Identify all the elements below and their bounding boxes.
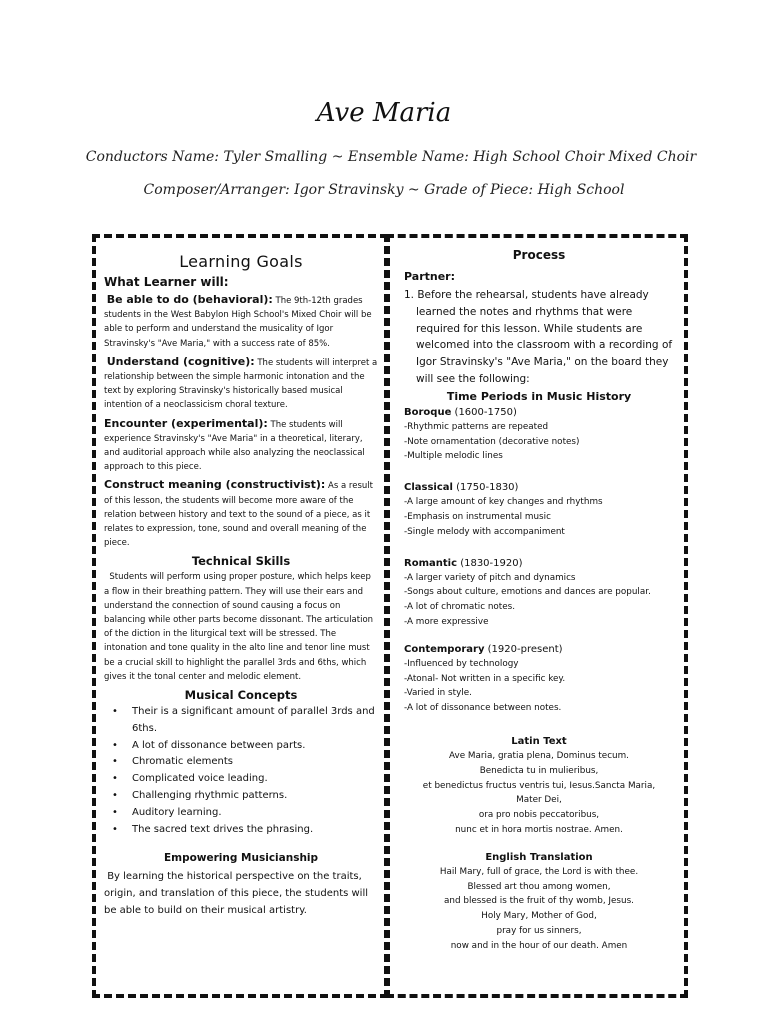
process-heading: Process bbox=[512, 248, 566, 262]
latin-text-heading: Latin Text bbox=[511, 735, 567, 747]
technical-skills-text bbox=[104, 570, 378, 684]
era-romantic bbox=[404, 556, 674, 630]
english-translation-heading: English Translation bbox=[485, 851, 593, 863]
era-contemporary bbox=[404, 642, 674, 716]
list-item: • Their is a significant amount of parallel 3rds and 6ths. bbox=[114, 704, 378, 738]
musical-concepts-list bbox=[104, 704, 378, 838]
era-line: -Emphasis on instrumental music bbox=[404, 511, 551, 522]
process-step-1: 1. Before the rehearsal, students have already learned the notes and rhythms that were required for this lesson. While students are welcomed into the classroom with a recording of Igor Stravinsky's "Ave Maria," on the board they will see the following: bbox=[404, 289, 673, 385]
era-years: (1920-present) bbox=[487, 643, 563, 655]
era-years: (1830-1920) bbox=[460, 557, 523, 569]
english-line: Holy Mary, Mother of God, bbox=[481, 911, 597, 922]
list-item: • The sacred text drives the phrasing. bbox=[114, 822, 378, 839]
era-years: (1600-1750) bbox=[454, 406, 517, 418]
list-item: • Auditory learning. bbox=[114, 805, 378, 822]
list-item: • A lot of dissonance between parts. bbox=[114, 738, 378, 755]
english-line: Hail Mary, full of grace, the Lord is with thee. bbox=[439, 866, 639, 877]
era-line: -Varied in style. bbox=[404, 688, 472, 699]
process-panel bbox=[386, 234, 688, 998]
era-line: -A large amount of key changes and rhythms bbox=[404, 497, 603, 508]
goal-experimental bbox=[104, 417, 378, 475]
learning-goals-panel bbox=[92, 234, 388, 998]
era-line: -A larger variety of pitch and dynamics bbox=[404, 572, 576, 583]
page-title: Ave Maria bbox=[316, 98, 452, 128]
technical-skills-heading: Technical Skills bbox=[191, 554, 291, 569]
empowering-musicianship-body: By learning the historical perspective on the traits, origin, and translation of this piece, the students will be able to build on their musical artistry. bbox=[104, 871, 369, 917]
time-periods-heading: Time Periods in Music History bbox=[446, 389, 632, 403]
era-years: (1750-1830) bbox=[456, 482, 519, 494]
era-name: Romantic bbox=[404, 557, 457, 569]
era-name: Classical bbox=[404, 482, 453, 494]
goal-text: The 9th-12th grades students in the West Babylon High School's Mixed Choir will be able to perform and understand the musicality of Igor Stravinsky's "Ave Maria," with a success rate of 85%. bbox=[104, 296, 372, 349]
latin-line: ora pro nobis peccatoribus, bbox=[478, 810, 600, 821]
goal-text: The students will interpret a relationship between the simple harmonic intonation and the text by exploring Stravinsky's historically based musical intention of a neoclassicism choral texture. bbox=[104, 357, 378, 411]
era-name: Boroque bbox=[404, 406, 452, 418]
goal-text: As a result of this lesson, the students will become more aware of the relation between history and text to the sound of a piece, as it relates to expression, tone, sound and overall meaning of the piece. bbox=[104, 481, 373, 549]
composer-grade-line: Composer/Arranger: Igor Stravinsky ~ Grade of Piece: High School bbox=[143, 182, 625, 198]
list-item: • Challenging rhythmic patterns. bbox=[114, 788, 378, 805]
goal-heading: Construct meaning (constructivist): bbox=[104, 478, 326, 492]
latin-line: nunc et in hora mortis nostrae. Amen. bbox=[455, 824, 623, 835]
learning-goals-heading: Learning Goals bbox=[179, 252, 303, 271]
empowering-musicianship-text bbox=[104, 868, 378, 919]
what-learner-will-heading: What Learner will: bbox=[104, 275, 229, 289]
latin-line: Ave Maria, gratia plena, Dominus tecum. bbox=[449, 750, 629, 761]
era-baroque bbox=[404, 405, 674, 464]
era-name: Contemporary bbox=[404, 643, 485, 655]
english-line: pray for us sinners, bbox=[496, 925, 582, 936]
goal-cognitive bbox=[104, 355, 378, 413]
era-line: -A lot of chromatic notes. bbox=[404, 602, 516, 613]
technical-skills-body: Students will perform using proper posture, which helps keep a flow in their breathing pattern. They will use their ears and understand the connection of sound causing a focus on balancing while other parts become dissonant. The articulation of the diction in the liturgical text will be stressed. The intonation and tone quality in the alto line and tenor line must be a crucial skill to highlight the parallel 3rds and 6ths, which gives it the tonal center and melodic element. bbox=[104, 572, 374, 682]
goal-behavioral bbox=[104, 293, 378, 351]
list-item: • Complicated voice leading. bbox=[114, 771, 378, 788]
era-line: -Songs about culture, emotions and dances are popular. bbox=[404, 587, 651, 598]
conductor-ensemble-line: Conductors Name: Tyler Smalling ~ Ensemble Name: High School Choir Mixed Choir bbox=[85, 149, 697, 165]
partner-label: Partner: bbox=[404, 270, 455, 283]
goal-heading: Understand (cognitive): bbox=[106, 354, 255, 368]
list-item: • Chromatic elements bbox=[114, 754, 378, 771]
musical-concepts-heading: Musical Concepts bbox=[184, 688, 298, 703]
latin-line: Mater Dei, bbox=[516, 795, 562, 806]
english-line: and blessed is the fruit of thy womb, Jesus. bbox=[444, 896, 634, 907]
goal-constructivist bbox=[104, 478, 378, 550]
era-line: -A lot of dissonance between notes. bbox=[404, 703, 562, 714]
latin-line: Benedicta tu in mulieribus, bbox=[479, 765, 599, 776]
era-classical bbox=[404, 480, 674, 539]
era-line: -Multiple melodic lines bbox=[404, 451, 503, 462]
goal-text: The students will experience Stravinsky's "Ave Maria" in a theoretical, literary, and auditorial approach while also analyzing the neoclassical approach to this piece. bbox=[104, 419, 365, 473]
era-line: -A more expressive bbox=[404, 616, 489, 627]
english-line: now and in the hour of our death. Amen bbox=[450, 940, 628, 951]
latin-line: et benedictus fructus ventris tui, Iesus.Sancta Maria, bbox=[422, 780, 656, 791]
era-line: -Single melody with accompaniment bbox=[404, 526, 565, 537]
goal-heading: Encounter (experimental): bbox=[104, 416, 268, 430]
era-line: -Rhythmic patterns are repeated bbox=[404, 421, 549, 432]
era-line: -Influenced by technology bbox=[404, 658, 519, 669]
english-line: Blessed art thou among women, bbox=[467, 881, 611, 892]
goal-heading: Be able to do (behavioral): bbox=[106, 293, 273, 306]
empowering-musicianship-heading: Empowering Musicianship bbox=[163, 852, 319, 865]
era-line: -Atonal- Not written in a specific key. bbox=[404, 673, 566, 684]
era-line: -Note ornamentation (decorative notes) bbox=[404, 436, 580, 447]
